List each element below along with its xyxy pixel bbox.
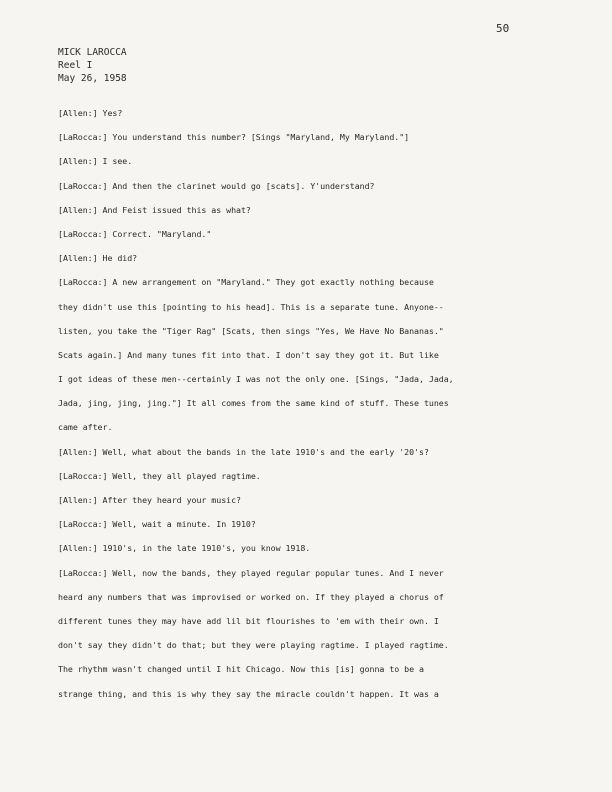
transcript-line: [LaRocca:] And then the clarinet would go [scats]. Y'understand? [58,180,375,191]
transcript-body [58,106,558,711]
transcript-line: came after. [58,422,113,433]
transcript-line: [Allen:] And Feist issued this as what? [58,204,251,215]
transcript-line: they didn't use this [pointing to his head]. This is a separate tune. Anyone-- [58,301,444,312]
transcript-line: I got ideas of these men--certainly I was not the only one. [Sings, "Jada, Jada, [58,374,454,385]
transcript-line: don't say they didn't do that; but they were playing ragtime. I played ragtime. [58,640,449,651]
transcript-line: [LaRocca:] Well, now the bands, they played regular popular tunes. And I never [58,567,444,578]
page-number: 50 [496,22,510,35]
transcript-line: Scats again.] And many tunes fit into that. I don't say they got it. But like [58,349,439,360]
transcript-line: The rhythm wasn't changed until I hit Chicago. Now this [is] gonna to be a [58,664,424,675]
transcript-line: strange thing, and this is why they say the miracle couldn't happen. It was a [58,688,439,699]
interview-date: May 26, 1958 [58,73,127,84]
transcript-line: Jada, jing, jing, jing."] It all comes from the same kind of stuff. These tunes [58,398,449,409]
transcript-line: [LaRocca:] Correct. "Maryland." [58,228,212,239]
document-header [58,46,127,85]
transcript-line: different tunes they may have add lil bit flourishes to 'em with their own. I [58,615,439,626]
transcript-line: [Allen:] After they heard your music? [58,495,241,505]
transcript-line: heard any numbers that was improvised or worked on. If they played a chorus of [58,591,444,602]
transcript-line: [LaRocca:] You understand this number? [Sings "Maryland, My Maryland."] [58,132,410,143]
transcript-line: [Allen:] 1910's, in the late 1910's, you know 1918. [58,543,311,554]
transcript-line: [Allen:] He did? [58,253,138,264]
transcript-line: [LaRocca:] Well, they all played ragtime. [58,470,261,481]
transcript-line: [LaRocca:] A new arrangement on "Maryland." They got exactly nothing because [58,277,434,288]
transcript-line: [Allen:] Well, what about the bands in the late 1910's and the early '20's? [58,446,429,457]
transcript-line: [Allen:] I see. [58,156,133,167]
transcript-line: [Allen:] Yes? [58,108,123,118]
transcript-line: listen, you take the "Tiger Rag" [Scats, then sings "Yes, We Have No Bananas." [58,325,444,336]
interviewee-name: MICK LAROCCA [58,47,127,58]
reel-label: Reel I [58,60,93,71]
transcript-line: [LaRocca:] Well, wait a minute. In 1910? [58,519,256,530]
